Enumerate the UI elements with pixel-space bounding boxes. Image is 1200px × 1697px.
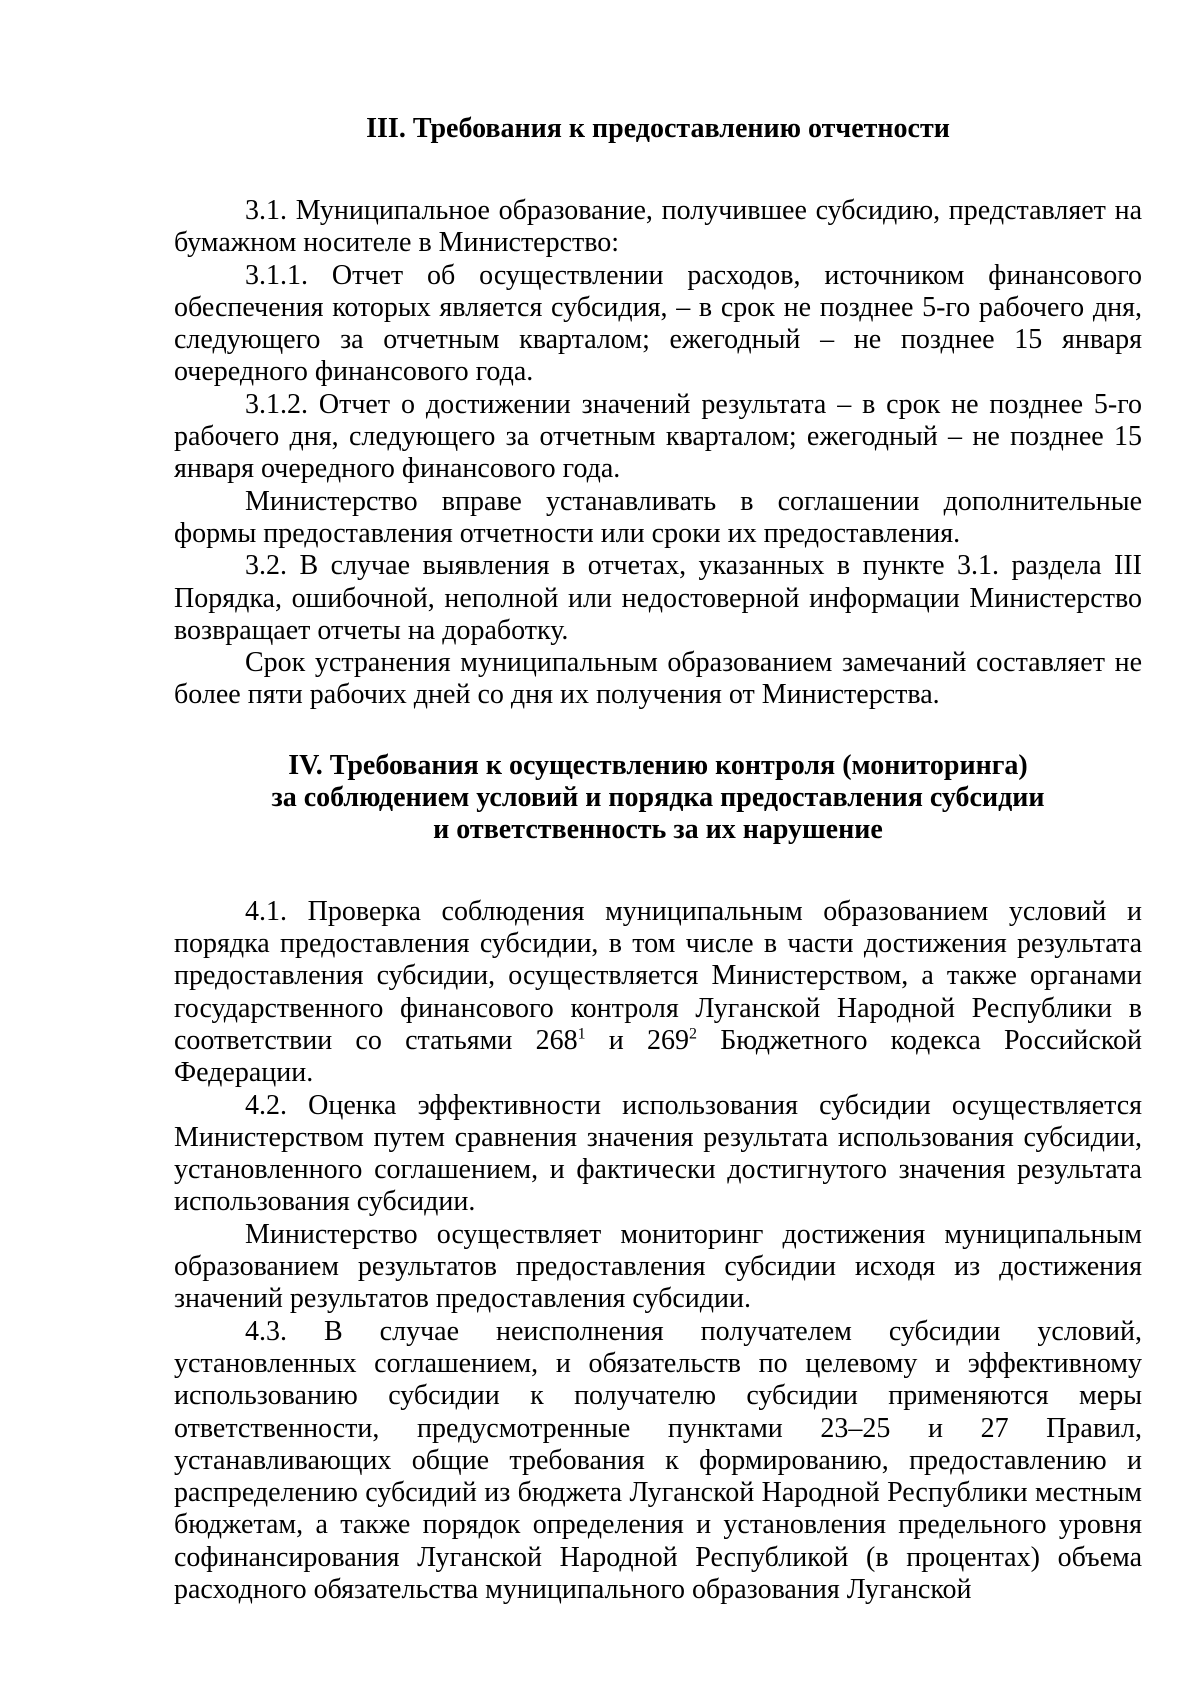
section-4-heading — [174, 750, 1142, 846]
section-4-heading-line-1: IV. Требования к осуществлению контроля (мониторинга) — [288, 749, 1028, 781]
paragraph-4-2: 4.2. Оценка эффективности использования субсидии осуществляется Министерством путем сравнения значения результата использования субсидии, установленного соглашением, и фактически достигнутого значения результата использования субсидии. — [174, 1089, 1142, 1218]
paragraph-3-1-additional: Министерство вправе устанавливать в соглашении дополнительные формы предоставления отчетности или сроки их предоставления. — [174, 485, 1142, 549]
superscript-2: 2 — [689, 1025, 697, 1043]
document-body — [174, 113, 1142, 1606]
section-3-heading: III. Требования к предоставлению отчетности — [366, 113, 950, 144]
superscript-1: 1 — [577, 1025, 586, 1043]
section-4-heading-line-3: и ответственность за их нарушение — [433, 813, 883, 845]
paragraph-4-2-additional: Министерство осуществляет мониторинг достижения муниципальным образованием результатов предоставления субсидии исходя из достижения значений результатов предоставления субсидии. — [174, 1218, 1142, 1315]
paragraph-3-1: 3.1. Муниципальное образование, получившее субсидию, представляет на бумажном носителе в Министерство: — [174, 195, 1142, 259]
paragraph-4-3: 4.3. В случае неисполнения получателем субсидии условий, установленных соглашением, и обязательств по целевому и эффективному использованию субсидии к получателю субсидии применяются меры ответственности, предусмотренные пунктами 23–25 и 27 Правил, устанавливающих общие требования к формированию, предоставлению и распределению субсидий из бюджета Луганской Народной Республики местным бюджетам, а также порядок определения и установления предельного уровня софинансирования Луганской Народной Республикой (в процентах) объема расходного обязательства муниципального образования Луганской — [174, 1315, 1142, 1605]
paragraph-3-2: 3.2. В случае выявления в отчетах, указанных в пункте 3.1. раздела III Порядка, ошибочной, неполной или недостоверной информации Министерство возвращает отчеты на доработку. — [174, 550, 1142, 646]
section-4-heading-line-2: за соблюдением условий и порядка предоставления субсидии — [271, 781, 1045, 813]
paragraph-4-1 — [174, 896, 1142, 1090]
paragraph-3-1-1: 3.1.1. Отчет об осуществлении расходов, источником финансового обеспечения которых является субсидия, – в срок не позднее 5-го рабочего дня, следующего за отчетным кварталом; ежегодный – не позднее 15 января очередного финансового года. — [174, 259, 1142, 388]
paragraph-4-1-text-b: и 269 — [585, 1024, 689, 1056]
paragraph-4-1-text-a: 4.1. Проверка соблюдения муниципальным образованием условий и порядка предоставления субсидии, в том числе в части достижения результата предоставления субсидии, осуществляется Министерством, а также органами государственного финансового контроля Луганской Народной Республики в соответствии со статьями 268 — [174, 895, 1142, 1056]
paragraph-3-2-additional: Срок устранения муниципальным образованием замечаний составляет не более пяти рабочих дней со дня их получения от Министерства. — [174, 647, 1142, 711]
paragraph-3-1-2: 3.1.2. Отчет о достижении значений результата – в срок не позднее 5-го рабочего дня, следующего за отчетным кварталом; ежегодный – не позднее 15 января очередного финансового года. — [174, 388, 1142, 485]
paragraph-4-1-text-c: Бюджетного кодекса Российской Федерации. — [174, 1024, 1143, 1089]
